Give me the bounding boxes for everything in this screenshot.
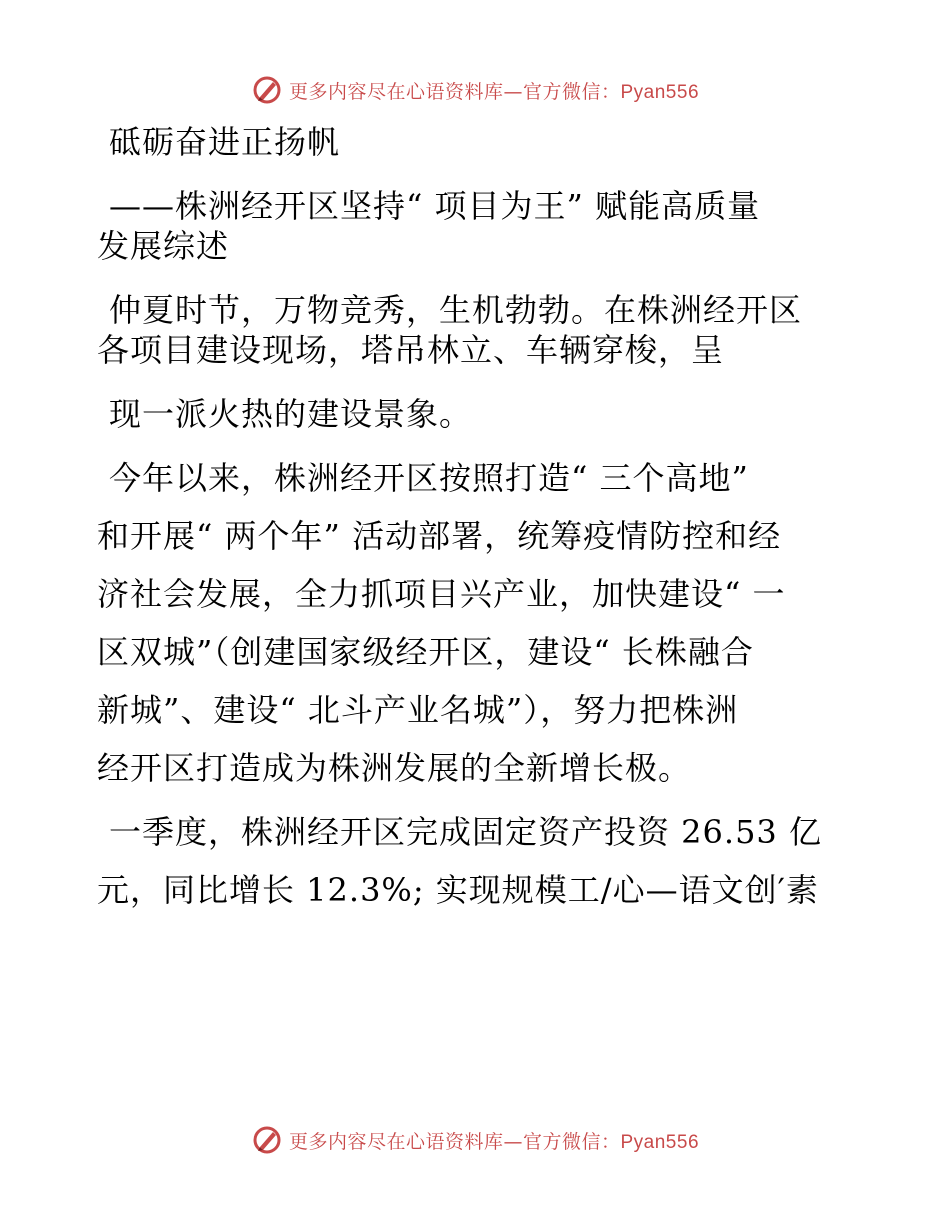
paragraph-line: 现一派火热的建设景象。: [109, 395, 473, 433]
footer-banner: [0, 1120, 950, 1160]
subtitle-line: 发展综述: [97, 227, 230, 265]
paragraph-line: 和开展“ 两个年” 活动部署，统筹疫情防控和经: [97, 517, 782, 555]
footer-banner-text: 更多内容尽在心语资料库—官方微信：Pyan556: [288, 1130, 700, 1153]
footer-banner-contact: Pyan556: [620, 1131, 700, 1153]
paragraph-3: [97, 458, 857, 788]
document-title: 砥砺奋进正扬帆: [109, 123, 341, 161]
paragraph-line: 新城”、建设“ 北斗产业名城”），努力把株洲: [97, 691, 739, 729]
paragraph-line: 济社会发展，全力抓项目兴产业，加快建设“ 一: [97, 575, 786, 613]
paragraph-line: 一季度，株洲经开区完成固定资产投资 26.53 亿: [109, 813, 822, 851]
paragraph-line: 经开区打造成为株洲发展的全新增长极。: [97, 749, 692, 787]
pen-logo-icon: [251, 74, 283, 106]
paragraph-line: 各项目建设现场，塔吊林立、车辆穿梭，呈: [97, 331, 725, 369]
paragraph-line: 仲夏时节，万物竞秀，生机勃勃。在株洲经开区: [109, 291, 803, 329]
paragraph-line: 今年以来，株洲经开区按照打造“ 三个高地”: [109, 459, 749, 497]
header-banner-contact: Pyan556: [620, 81, 700, 103]
paragraph-1: [97, 290, 857, 370]
pen-logo-icon: [251, 1124, 283, 1156]
paragraph-4: [97, 812, 857, 910]
paragraph-line: 区双城”（创建国家级经开区，建设“ 长株融合: [97, 633, 754, 671]
header-banner-text: 更多内容尽在心语资料库—官方微信：Pyan556: [288, 80, 700, 103]
paragraph-line: 元，同比增长 12.3%; 实现规模工/心—语文创′素: [97, 871, 819, 909]
header-banner: [0, 70, 950, 110]
document-body: [97, 122, 857, 910]
subtitle-line: ——株洲经开区坚持“ 项目为王” 赋能高质量: [109, 187, 761, 225]
paragraph-2: [97, 394, 857, 434]
document-subtitle: [97, 186, 857, 266]
